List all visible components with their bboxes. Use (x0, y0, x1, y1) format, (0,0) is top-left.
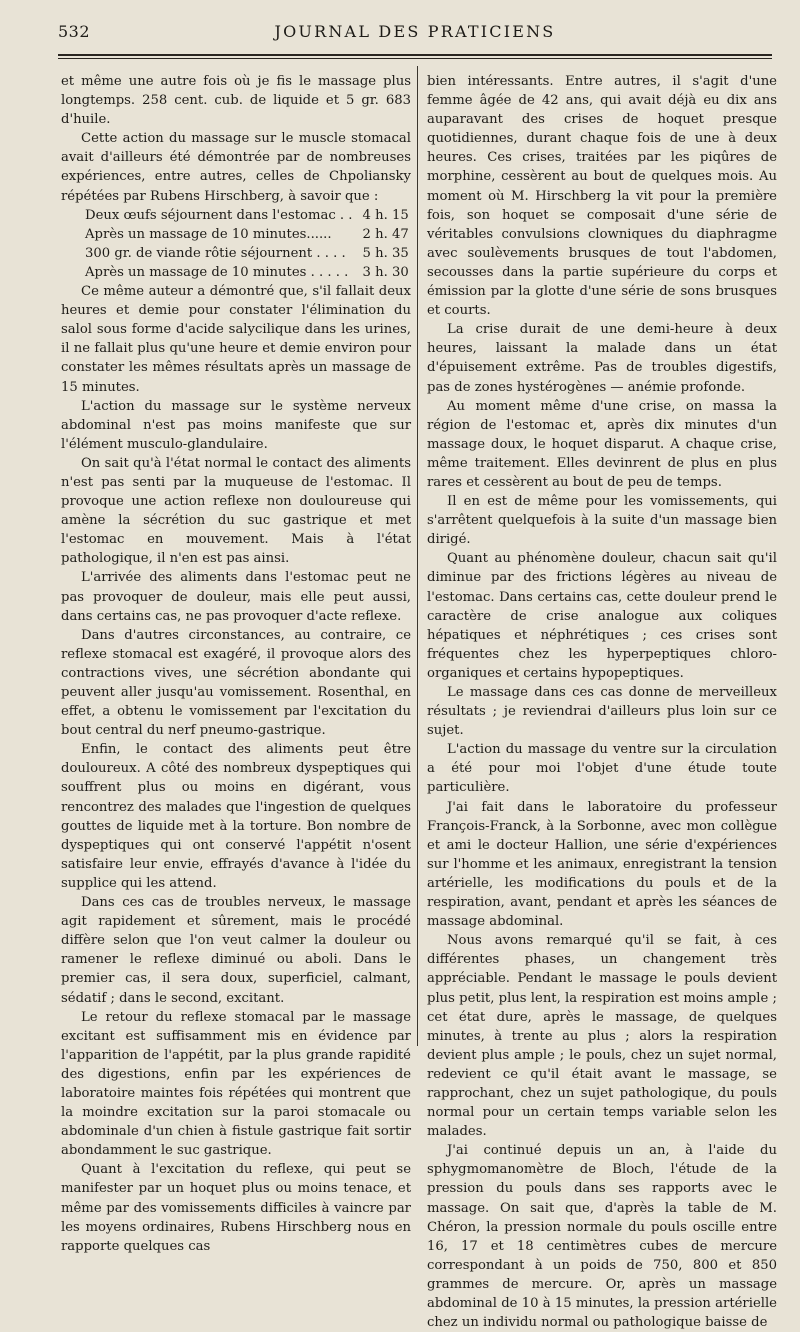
column-divider (417, 66, 418, 1046)
paragraph: J'ai continué depuis un an, à l'aide du sphygmomanomètre de Bloch, l'étude de la pression du pouls dans ses rapports avec le massage. On sait que, d'après la table de M. Chéron, la pression normale du pouls oscille entre 16, 17 et 18 centimètres cubes de mercure correspondant à un poids de 750, 800 et 850 grammes de mercure. Or, après un massage abdominal de 10 à 15 minutes, la pression artérielle chez un individu normal ou pathologique baisse de (427, 1143, 777, 1331)
header-rule-thick (58, 54, 772, 56)
paragraph: L'action du massage du ventre sur la circulation a été pour moi l'objet d'une étude toute particulière. (427, 742, 777, 796)
paragraph: Quant au phénomène douleur, chacun sait qu'il diminue par des frictions légères au niveau de l'estomac. Dans certains cas, cette douleur prend le caractère de crise analogue aux coliques hépatiques et néphrétiques ; ces crises sont fréquentes chez les hyperpeptiques chloro-organiques et certains hypopeptiques. (427, 551, 777, 681)
header-rule-thin (58, 58, 772, 59)
table-row (85, 244, 409, 263)
timing-label: 300 gr. de viande rôtie séjournent . . . . (85, 245, 346, 261)
paragraph: Cette action du massage sur le muscle stomacal avait d'ailleurs été démontrée par de nombreuses expériences, entre autres, celles de Chpoliansky répétées par Rubens Hirschberg, à savoir que : (61, 131, 411, 204)
paragraph: J'ai fait dans le laboratoire du professeur François-Franck, à la Sorbonne, avec mon collègue et ami le docteur Hallion, une série d'expériences sur l'homme et les animaux, enregistrant la tension artérielle, les modifications du pouls et de la respiration, avant, pendant et après les séances de massage abdominal. (427, 799, 777, 930)
page-header (58, 22, 772, 48)
paragraph: Il en est de même pour les vomissements, qui s'arrêtent quelquefois à la suite d'un massage bien dirigé. (427, 494, 777, 548)
paragraph: L'action du massage sur le système nerveux abdominal n'est pas moins manifeste que sur l'élément musculo-glandulaire. (61, 398, 411, 452)
paragraph: bien intéressants. Entre autres, il s'agit d'une femme âgée de 42 ans, qui avait déjà eu dix ans auparavant des crises de hoquet presque quotidiennes, durant chaque fois de une à deux heures. Ces crises, traitées par les piqûres de morphine, cessèrent au bout de quelques mois. Au moment où M. Hirschberg la vit pour la première fois, son hoquet se composait d'une série de véritables convulsions clowniques du diaphragme avec soulèvements brusques de tout l'abdomen, secousses dans la partie supérieure du corps et émission par la glotte d'une série de sons brusques et courts. (427, 74, 777, 319)
timing-value: 5 h. 35 (362, 245, 409, 261)
paragraph: L'arrivée des aliments dans l'estomac peut ne pas provoquer de douleur, mais elle peut aussi, dans certains cas, ne pas provoquer d'acte reflexe. (61, 570, 411, 624)
paragraph: La crise durait de une demi-heure à deux heures, laissant la malade dans un état d'épuisement extrême. Pas de troubles digestifs, pas de zones hystérogènes — anémie profonde. (427, 322, 777, 395)
paragraph: Au moment même d'une crise, on massa la région de l'estomac et, après dix minutes d'un massage doux, le hoquet disparut. A chaque crise, même traitement. Elles devinrent de plus en plus rares et cessèrent au bout de peu de temps. (427, 398, 777, 490)
right-column (427, 72, 777, 1332)
paragraph: et même une autre fois où je fis le massage plus longtemps. 258 cent. cub. de liquide et 5 gr. 683 d'huile. (61, 74, 411, 128)
timing-value: 4 h. 15 (362, 207, 409, 223)
timing-value: 3 h. 30 (362, 264, 409, 280)
left-column (61, 72, 411, 1256)
table-row (85, 225, 409, 244)
table-row (85, 263, 409, 282)
paragraph: Quant à l'excitation du reflexe, qui peut se manifester par un hoquet plus ou moins tenace, et même par des vomissements difficiles à vaincre par les moyens ordinaires, Rubens Hirschberg nous en rapporte quelques cas (61, 1162, 411, 1254)
paragraph: Nous avons remarqué qu'il se fait, à ces différentes phases, un changement très appréciable. Pendant le massage le pouls devient plus petit, plus lent, la respiration est moins ample ; cet état dure, après le massage, de quelques minutes, à trente au plus ; alors la respiration devient plus ample ; le pouls, chez un sujet normal, redevient ce qu'il était avant le massage, se rapprochant, chez un sujet pathologique, du pouls normal pour un certain temps variable selon les malades. (427, 933, 777, 1140)
paragraph: Le retour du reflexe stomacal par le massage excitant est suffisamment mis en évidence par l'apparition de l'appétit, par la plus grande rapidité des digestions, enfin par les expériences de laboratoire maintes fois répétées qui montrent que la moindre excitation sur la paroi stomacale ou abdominale d'un chien à fistule gastrique fait sortir abondamment le suc gastrique. (61, 1009, 411, 1159)
digestion-timing-table (85, 206, 409, 282)
paragraph: Le massage dans ces cas donne de merveilleux résultats ; je reviendrai d'ailleurs plus loin sur ce sujet. (427, 685, 777, 739)
timing-value: 2 h. 47 (362, 226, 409, 242)
paragraph: Dans ces cas de troubles nerveux, le massage agit rapidement et sûrement, mais le procédé diffère selon que l'on veut calmer la douleur ou ramener le reflexe diminué ou aboli. Dans le premier cas, il sera doux, superficiel, calmant, sédatif ; dans le second, excitant. (61, 895, 411, 1006)
paragraph: Ce même auteur a démontré que, s'il fallait deux heures et demie pour constater l'élimination du salol sous forme d'acide salycilique dans les urines, il ne fallait plus qu'une heure et demie environ pour constater les mêmes résultats après un massage de 15 minutes. (61, 284, 411, 395)
paragraph: Enfin, le contact des aliments peut être douloureux. A côté des nombreux dyspeptiques qui souffrent plus ou moins en digérant, vous rencontrez des malades que l'ingestion de quelques gouttes de liquide met à la torture. Bon nombre de dyspeptiques qui ont conservé l'appétit n'osent satisfaire leur envie, effrayés d'avance à l'idée du supplice qui les attend. (61, 742, 411, 891)
paragraph: Dans d'autres circonstances, au contraire, ce reflexe stomacal est exagéré, il provoque alors des contractions vives, une sécrétion abondante qui peuvent aller jusqu'au vomissement. Rosenthal, en effet, a obtenu le vomissement par l'excitation du bout central du nerf pneumo-gastrique. (61, 627, 411, 739)
timing-label: Deux œufs séjournent dans l'estomac . . (85, 207, 353, 223)
running-title: JOURNAL DES PRATICIENS (274, 22, 556, 41)
paragraph: On sait qu'à l'état normal le contact des aliments n'est pas senti par la muqueuse de l'estomac. Il provoque une action reflexe non douloureuse qui amène la sécrétion du suc gastrique et met l'estomac en mouvement. Mais à l'état pathologique, il n'en est pas ainsi. (61, 455, 411, 567)
table-row (85, 206, 409, 225)
timing-label: Après un massage de 10 minutes...... (85, 226, 332, 242)
page-number: 532 (58, 22, 91, 41)
timing-label: Après un massage de 10 minutes . . . . . (85, 264, 349, 280)
